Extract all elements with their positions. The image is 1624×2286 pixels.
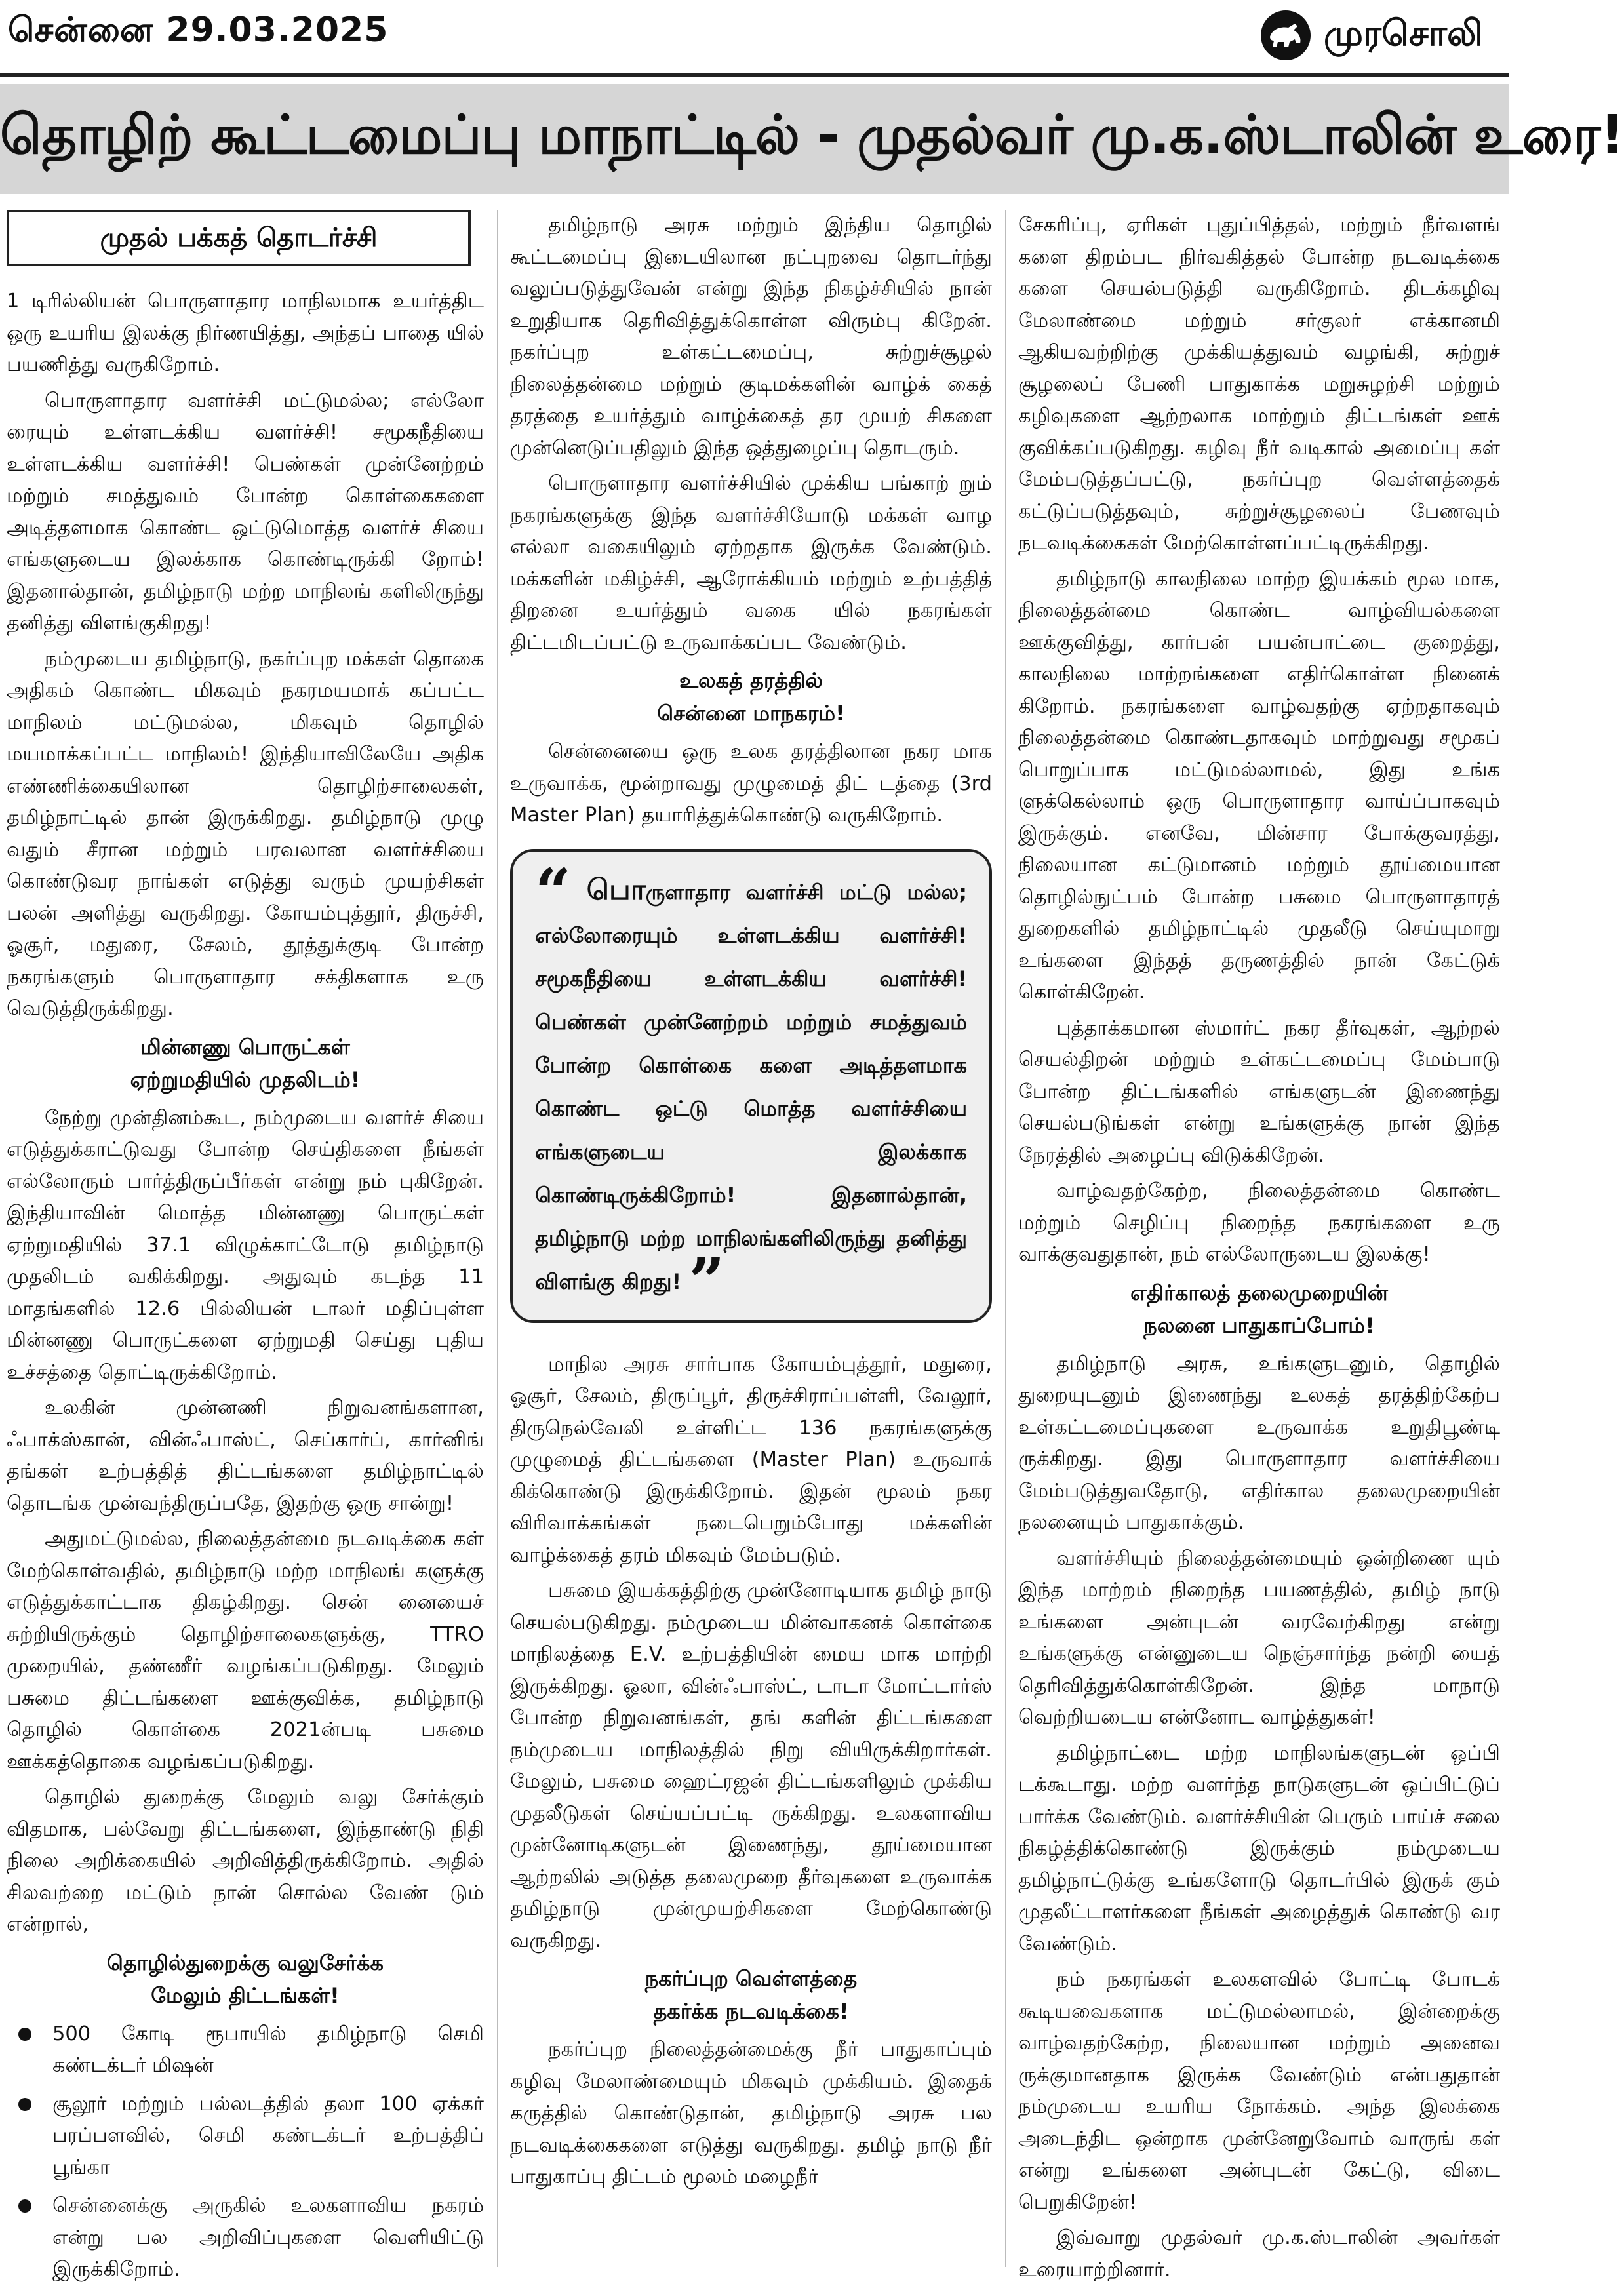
subheading-line: மேலும் திட்டங்கள்! <box>151 1982 340 2008</box>
article-column-3 <box>1018 210 1500 2281</box>
paragraph: பொருளாதார வளர்ச்சி மட்டுமல்ல; எல்லோ ரையும் உள்ளடக்கிய வளர்ச்சி! சமூகநீதியை உள்ளடக்கிய வளர்ச்சி! பெண்கள் முன்னேற்றம் மற்றும் சமத்துவம் போன்ற கொள்கைகளை அடித்தளமாக கொண்ட ஒட்டுமொத்த வளர்ச் சியை எங்களுடைய இலக்காக கொண்டிருக்கி றோம்! இதனால்தான், தமிழ்நாடு மற்ற மாநிலங் களிலிருந்து தனித்து விளங்குகிறது! <box>7 389 484 635</box>
paragraph: மாநில அரசு சார்பாக கோயம்புத்தூர், மதுரை, ஓசூர், சேலம், திருப்பூர், திருச்சிராப்பள்ளி, வேலூர், திருநெல்வேலி உள்ளிட்ட 136 நகரங்களுக்கு முழுமைத் திட்டங்களை (Master Plan) உருவாக் கிக்கொண்டு இருக்கிறோம். இதன் மூலம் நகர விரிவாக்கங்கள் நடைபெறும்போது மக்களின் வாழ்க்கைத் தரம் மிகவும் மேம்படும். <box>510 1352 992 1567</box>
newspaper-name: முரசொலி <box>1324 12 1483 54</box>
paragraph: இவ்வாறு முதல்வர் மு.க.ஸ்டாலின் அவர்கள் உரையாற்றினார். <box>1018 2226 1500 2281</box>
paragraph: தமிழ்நாடு அரசு மற்றும் இந்திய தொழில் கூட்டமைப்பு இடையிலான நட்புறவை தொடர்ந்து வலுப்படுத்துவேன் என்று இந்த நிகழ்ச்சியில் நான் உறுதியாக தெரிவித்துக்கொள்ள விரும்பு கிறேன். நகர்ப்புற உள்கட்டமைப்பு, சுற்றுச்சூழல் நிலைத்தன்மை மற்றும் குடிமக்களின் வாழ்க் கைத் தரத்தை உயர்த்தும் வாழ்க்கைத் தர முயற் சிகளை முன்னெடுப்பதிலும் இந்த ஒத்துழைப்பு தொடரும். <box>510 214 992 460</box>
page-headline: தொழிற் கூட்டமைப்பு மாநாட்டில் - முதல்வர் மு.க.ஸ்டாலின் உரை! <box>0 104 1624 167</box>
subheading <box>7 1946 484 2012</box>
paragraph: வாழ்வதற்கேற்ற, நிலைத்தன்மை கொண்ட மற்றும் செழிப்பு நிறைந்த நகரங்களை உரு வாக்குவதுதான், நம் எல்லோருடைய இலக்கு! <box>1018 1179 1500 1266</box>
bullet-icon <box>18 2199 31 2213</box>
list-item: சூலூர் மற்றும் பல்லடத்தில் தலா 100 ஏக்கர் பரப்பளவில், செமி கண்டக்டர் உற்பத்திப் பூங்கா <box>7 2089 484 2184</box>
close-quote-icon: ” <box>688 1244 725 1318</box>
newspaper-brand <box>1261 10 1483 60</box>
continuation-label: முதல் பக்கத் தொடர்ச்சி <box>7 210 471 266</box>
article-column-1 <box>7 210 484 2281</box>
paragraph: 1 டிரில்லியன் பொருளாதார மாநிலமாக உயர்த்திட ஒரு உயரிய இலக்கு நிர்ணயித்து, அந்தப் பாதை யில் பயணித்து வருகிறோம். <box>7 290 484 376</box>
column-divider <box>497 210 498 2267</box>
paragraph: தமிழ்நாட்டை மற்ற மாநிலங்களுடன் ஒப்பி டக்கூடாது. மற்ற வளர்ந்த நாடுகளுடன் ஒப்பிட்டுப் பார்க்க வேண்டும். வளர்ச்சியின் பெரும் பாய்ச் சலை நிகழ்த்திக்கொண்டு இருக்கும் நம்முடைய தமிழ்நாட்டுக்கு உங்களோடு தொடர்பில் இருக் கும் முதலீட்டாளர்களை நீங்கள் அழைத்துக் கொண்டு வர வேண்டும். <box>1018 1741 1500 1956</box>
paragraph: நகர்ப்புற நிலைத்தன்மைக்கு நீர் பாதுகாப்பும் கழிவு மேலாண்மையும் மிகவும் முக்கியம். இதைக் கருத்தில் கொண்டுதான், தமிழ்நாடு அரசு பல நடவடிக்கைகளை எடுத்து வருகிறது. தமிழ் நாடு நீர் பாதுகாப்பு திட்டம் மூலம் மழைநீர் <box>510 2038 992 2188</box>
masthead <box>0 0 1509 77</box>
subheading <box>1018 1276 1500 1342</box>
paragraph: நேற்று முன்தினம்கூட, நம்முடைய வளர்ச் சியை எடுத்துக்காட்டுவது போன்ற செய்திகளை நீங்கள் எல்லோரும் பார்த்திருப்பீர்கள் என்று நம் புகிறேன். இந்தியாவின் மொத்த மின்னணு பொருட்கள் ஏற்றுமதியில் 37.1 விழுக்காட்டோடு தமிழ்நாடு முதலிடம் வகிக்கிறது. அதுவும் கடந்த 11 மாதங்களில் 12.6 பில்லியன் டாலர் மதிப்புள்ள மின்னணு பொருட்களை ஏற்றுமதி செய்து புதிய உச்சத்தை தொட்டிருக்கிறோம். <box>7 1106 484 1384</box>
paragraph: நம்முடைய தமிழ்நாடு, நகர்ப்புற மக்கள் தொகை அதிகம் கொண்ட மிகவும் நகரமயமாக் கப்பட்ட மாநிலம் மட்டுமல்ல, மிகவும் தொழில் மயமாக்கப்பட்ட மாநிலம்! இந்தியாவிலேயே அதிக எண்ணிக்கையிலான தொழிற்சாலைகள், தமிழ்நாட்டில் தான் இருக்கிறது. தமிழ்நாடு முழு வதும் சீரான மற்றும் பரவலான வளர்ச்சியை கொண்டுவர நாங்கள் எடுத்து வரும் முயற்சிகள் பலன் அளித்து வருகிறது. கோயம்புத்தூர், திருச்சி, ஓசூர், மதுரை, சேலம், தூத்துக்குடி போன்ற நகரங்களும் பொருளாதார சக்திகளாக உரு வெடுத்திருக்கிறது. <box>7 647 484 1020</box>
paragraph: புத்தாக்கமான ஸ்மார்ட் நகர தீர்வுகள், ஆற்றல் செயல்திறன் மற்றும் உள்கட்டமைப்பு மேம்பாடு போன்ற திட்டங்களில் எங்களுடன் இணைந்து செயல்படுங்கள் என்று உங்களுக்கு நான் இந்த நேரத்தில் அழைப்பு விடுக்கிறேன். <box>1018 1016 1500 1167</box>
subheading-line: தொழில்துறைக்கு வலுசேர்க்க <box>107 1950 384 1975</box>
subheading <box>7 1031 484 1096</box>
subheading-line: உலகத் தரத்தில் <box>679 668 823 693</box>
subheading-line: எதிர்காலத் தலைமுறையின் <box>1130 1280 1388 1305</box>
paragraph: நம் நகரங்கள் உலகளவில் போட்டி போடக் கூடியவைகளாக மட்டுமல்லாமல், இன்றைக்கு வாழ்வதற்கேற்ற, நிலையான மற்றும் அனைவ ருக்குமானதாக இருக்க வேண்டும் என்பதுதான் நம்முடைய உயரிய நோக்கம். அந்த இலக்கை அடைந்திட ஒன்றாக முன்னேறுவோம் வாருங் கள் என்று உங்களை அன்புடன் கேட்டு, விடை பெறுகிறேன்! <box>1018 1968 1500 2214</box>
dateline: சென்னை 29.03.2025 <box>8 10 389 50</box>
bullet-icon <box>18 2098 31 2111</box>
paragraph: பசுமை இயக்கத்திற்கு முன்னோடியாக தமிழ் நாடு செயல்படுகிறது. நம்முடைய மின்வாகனக் கொள்கை மாநிலத்தை E.V. உற்பத்தியின் மைய மாக மாற்றி இருக்கிறது. ஓலா, வின்ஃபாஸ்ட், டாடா மோட்டார்ஸ் போன்ற நிறுவனங்கள், தங் களின் திட்டங்களை நம்முடைய மாநிலத்தில் நிறு வியிருக்கிறார்கள். மேலும், பசுமை ஹைட்ரஜன் திட்டங்களிலும் முக்கிய முதலீடுகள் செய்யப்பட்டி ருக்கிறது. உலகளாவிய முன்னோடிகளுடன் இணைந்து, தூய்மையான ஆற்றலில் அடுத்த தலைமுறை தீர்வுகளை உருவாக்க தமிழ்நாடு முன்முயற்சிகளை மேற்கொண்டு வருகிறது. <box>510 1579 992 1952</box>
list-item: 500 கோடி ரூபாயில் தமிழ்நாடு செமி கண்டக்டர் மிஷன் <box>7 2019 484 2082</box>
subheading-line: மின்னணு பொருட்கள் <box>140 1034 350 1059</box>
bullet-list <box>7 2019 484 2286</box>
paragraph: தமிழ்நாடு அரசு, உங்களுடனும், தொழில் துறையுடனும் இணைந்து உலகத் தரத்திற்கேற்ப உள்கட்டமைப்புகளை உருவாக்க உறுதிபூண்டி ருக்கிறது. இது பொருளாதார வளர்ச்சியை மேம்படுத்துவதோடு, எதிர்கால தலைமுறையின் நலனையும் பாதுகாக்கும். <box>1018 1352 1500 1534</box>
subheading-line: சென்னை மாநகரம்! <box>657 701 845 726</box>
pull-quote-text: ருளாதார வளர்ச்சி மட்டு மல்ல; எல்லோரையும் உள்ளடக்கிய வளர்ச்சி! சமூகநீதியை உள்ளடக்கிய வளர்ச்சி! பெண்கள் முன்னேற்றம் மற்றும் சமத்துவம் போன்ற கொள்கை களை அடித்தளமாக கொண்ட ஒட்டு மொத்த வளர்ச்சியை எங்களுடைய இலக்காக கொண்டிருக்கிறோம்! இதனால்தான், தமிழ்நாடு மற்ற மாநிலங்களிலிருந்து தனித்து விளங்கு கிறது! <box>535 879 967 1294</box>
pull-quote-lead: பொ <box>586 873 646 907</box>
bullet-icon <box>18 2028 31 2041</box>
pull-quote <box>510 849 992 1323</box>
subheading-line: நகர்ப்புற வெள்ளத்தை <box>644 1966 858 1991</box>
subheading-line: தகர்க்க நடவடிக்கை! <box>653 1999 849 2024</box>
paragraph: சென்னையை ஒரு உலக தரத்திலான நகர மாக உருவாக்க, மூன்றாவது முழுமைத் திட் டத்தை (3rd Master Plan) தயாரித்துக்கொண்டு வருகிறோம். <box>510 740 992 827</box>
subheading <box>510 664 992 730</box>
paragraph: தமிழ்நாடு காலநிலை மாற்ற இயக்கம் மூல மாக, நிலைத்தன்மை கொண்ட வாழ்வியல்களை ஊக்குவித்து, கார்பன் பயன்பாட்டை குறைத்து, காலநிலை மாற்றங்களை எதிர்கொள்ள நினைக் கிறோம். நகரங்களை வாழ்வதற்கு ஏற்றதாகவும் நிலைத்தன்மை கொண்டதாகவும் மாற்றுவது சமூகப் பொறுப்பாக மட்டுமல்லாமல், இது உங்க ளுக்கெல்லாம் ஒரு பொருளாதார வாய்ப்பாகவும் இருக்கும். எனவே, மின்சார போக்குவரத்து, நிலையான கட்டுமானம் மற்றும் தூய்மையான தொழில்நுட்பம் போன்ற பசுமை பொருளாதாரத் துறைகளில் தமிழ்நாட்டில் முதலீடு செய்யுமாறு உங்களை இந்தத் தருணத்தில் நான் கேட்டுக் கொள்கிறேன். <box>1018 567 1500 1004</box>
paragraph: உலகின் முன்னணி நிறுவனங்களான, ஃபாக்ஸ்கான், வின்ஃபாஸ்ட், செப்கார்ப், கார்னிங் தங்கள் உற்பத்தித் திட்டங்களை தமிழ்நாட்டில் தொடங்க முன்வந்திருப்பதே, இதற்கு ஒரு சான்று! <box>7 1396 484 1515</box>
open-quote-icon: “ <box>535 854 572 929</box>
column-divider <box>1005 210 1006 2267</box>
paragraph: வளர்ச்சியும் நிலைத்தன்மையும் ஒன்றிணை யும் இந்த மாற்றம் நிறைந்த பயணத்தில், தமிழ் நாடு உங்களை அன்புடன் வரவேற்கிறது என்று உங்களுக்கு என்னுடைய நெஞ்சார்ந்த நன்றி யைத் தெரிவித்துக்கொள்கிறேன். இந்த மாநாடு வெற்றியடைய என்னோட வாழ்த்துகள்! <box>1018 1547 1500 1729</box>
subheading-line: ஏற்றுமதியில் முதலிடம்! <box>130 1067 361 1092</box>
subheading <box>510 1962 992 2028</box>
paragraph: அதுமட்டுமல்ல, நிலைத்தன்மை நடவடிக்கை கள் மேற்கொள்வதில், தமிழ்நாடு மற்ற மாநிலங் களுக்கு எடுத்துக்காட்டாக திகழ்கிறது. சென் னையைச் சுற்றியிருக்கும் தொழிற்சாலைகளுக்கு, TTRO முறையில், தண்ணீர் வழங்கப்படுகிறது. மேலும் பசுமை திட்டங்களை ஊக்குவிக்க, தமிழ்நாடு தொழில் கொள்கை 2021ன்படி பசுமை ஊக்கத்தொகை வழங்கப்படுகிறது. <box>7 1527 484 1773</box>
bull-logo-icon <box>1261 10 1311 60</box>
paragraph: பொருளாதார வளர்ச்சியில் முக்கிய பங்காற் றும் நகரங்களுக்கு இந்த வளர்ச்சியோடு மக்கள் வாழ எல்லா வகையிலும் ஏற்றதாக இருக்க வேண்டும். மக்களின் மகிழ்ச்சி, ஆரோக்கியம் மற்றும் உற்பத்தித் திறனை உயர்த்தும் வகை யில் நகரங்கள் திட்டமிடப்பட்டு உருவாக்கப்பட வேண்டும். <box>510 472 992 654</box>
paragraph: தொழில் துறைக்கு மேலும் வலு சேர்க்கும் விதமாக, பல்வேறு திட்டங்களை, இந்தாண்டு நிதி நிலை அறிக்கையில் அறிவித்திருக்கிறோம். அதில் சிலவற்றை மட்டும் நான் சொல்ல வேண் டும் என்றால், <box>7 1786 484 1936</box>
paragraph: சேகரிப்பு, ஏரிகள் புதுப்பித்தல், மற்றும் நீர்வளங் களை திறம்பட நிர்வகித்தல் போன்ற நடவடிக்கை களை செயல்படுத்தி வருகிறோம். திடக்கழிவு மேலாண்மை மற்றும் சர்குலர் எக்கானமி ஆகியவற்றிற்கு முக்கியத்துவம் வழங்கி, சுற்றுச் சூழலைப் பேணி பாதுகாக்க மறுசுழற்சி மற்றும் கழிவுகளை ஆற்றலாக மாற்றும் திட்டங்கள் ஊக் குவிக்கப்படுகிறது. கழிவு நீர் வடிகால் அமைப்பு கள் மேம்படுத்தப்பட்டு, நகர்ப்புற வெள்ளத்தைக் கட்டுப்படுத்தவும், சுற்றுச்சூழலைப் பேணவும் நடவடிக்கைகள் மேற்கொள்ளப்பட்டிருக்கிறது. <box>1018 214 1500 555</box>
article-column-2 <box>510 210 992 2260</box>
list-item: சென்னைக்கு அருகில் உலகளாவிய நகரம் என்று பல அறிவிப்புகளை வெளியிட்டு இருக்கிறோம். <box>7 2190 484 2286</box>
subheading-line: நலனை பாதுகாப்போம்! <box>1143 1312 1375 1338</box>
